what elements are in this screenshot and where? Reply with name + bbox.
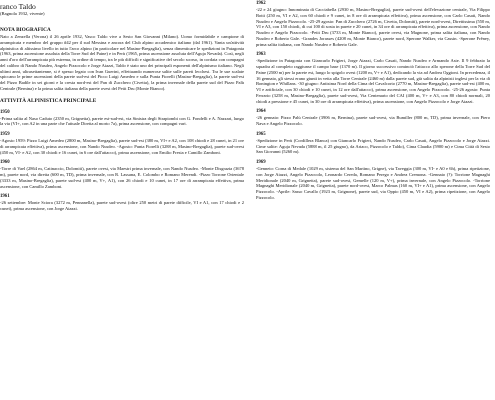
year-heading: 1950 [0,109,10,115]
person-name-title: ranco Taldo [0,2,36,11]
year-entry: -Genneio: Corna di Medale (1029 m, sistema del San Martino, Grigne), via Taveggia (300 m, VI- e A0 e 6h), prima ripetizione, con Jorge Aiazzi, Angelo Pizzocolo, Leonardo Cereda, Romano Perego e Andrea Cremona. -Gennaio (?): Torrione Magnaghi Meridionale (2040 m, Grignetta), parete sud-ovest, Gemelle (120 m, V+), prima invernale, con Angelo Pizzocolo. -Torrione Magnaghi Meridionale (2040 m, Grignetta), parete nord-ovest, Marco Palmas (160 m, VI+ e A1), prima ascensione, con Angelo Pizzocolo. -Aprile: Sasso Cavallo (1923 m, Grignone), parete sud, via Oppio (450 m, VI e A2), prima ripetizione, con Angelo Pizzocolo. [256,166,490,200]
activity-heading: ATTIVITÀ ALPINISTICA PRINCIPALE [0,97,97,104]
left-year-block [0,159,244,189]
year-heading: 1969 [256,160,266,165]
year-heading: 1962 [256,1,266,6]
right-year-block [256,51,490,104]
left-year-block [0,193,244,212]
year-entry: -Spedizione in Perù (Cordillera Blanca) con Giancarlo Frigieri, Nando Nusdeo, Carlo Casati, Angelo Pizzocolo e Jorge Aiazzi. Cime salite: Aguja Nevada (5888 m, il 25 giugno), da Ariaco, Pizzocolo e Taldo), Cima Claudia (5900 m) e Cima Città di Sesto San Giovanni (5260 m). [256,137,490,155]
year-entry: -22 e 24 giugno: Innominata di Cacciabella (2930 m, Masino-Bregaglia), parete sud-ovest dell'elevazione centrale, Via Filippo Botti (250 m, VI e A2, con 60 chiodi e 9 cunei, in 8 ore di arrampicata effettiva), prima ascensione, con Carlo Casati, Nando Nusdeo e Angelo Pizzocolo. -25-29 agosto: Pan di Zucchero (2726 m, Civetta, Dolomiti), parete nord-ovest, Direttissima (550 m, VI e A3, con 150 chiodi, di cui 100 di sosta in parete e 20 cunei, in 34 ore di arrampicata effettiva), prima ascensione, con Nando Nusdeo e Angelo Pizzocolo. -Petit Dru (3733 m, Monte Bianco), parete ovest, via Magnone, prima salita italiana, con Nando Nusdeo e Roberto Gale. -Grandes Jorasses (4208 m, Monte Bianco), parete nord, Sperone Walker, via Cassin. -Sperone Frêney, prima salita italiana, con Nando Nusdeo e Roberto Gale. [256,7,490,47]
year-entry: -Prima salita al Naso Caduto (2350 m, Grignetta), parete est-sud-est, via Sinistra degli Strapiombi con G. Fondelli e A. Nazzari, lungo la via (VI+, con A2 in una parte che l'attuale Diretta al morto 7a), prima ascensione, con compagni vari. [0,115,244,127]
year-entry: -Torre di Vael (2864 m, Catinaccio, Dolomiti), parete ovest, via Maestri prima invernale, con Nando Nusdeo. -Monte Disgrazia (3678 m), parete nord, via diretta (600 m, TD), prima invernale, con R. Lassana, E. Colombo e Romano Merendi. -Pizzo Torrone Orientale (3333 m, Masino-Bregaglia), parete sud-est (400 m, V+, A1), con 26 chiodi e 10 cunei, in 17 ore di arrampicata effettiva, prima ascensione, con Camillo Zamboni. [0,166,244,189]
year-heading: 1963 [256,52,266,58]
year-heading: 1965 [256,131,266,137]
bio-paragraph: Nato a Zenzella (Verona) il 26 aprile 1932, Vasco Taldo vive a Sesto San Giovanni (Milano). Uomo formidabile e campione di arrampicata e membro del gruppo #42 per il sud Messina e ancora del Club alpino accademico italiano (dal 1961). Vanta un'attività alpinistica di altissimo livello in tutto l'arco alpino (in particolare nel Masino-Bregaglia), senza dimenticare le spedizioni in Patagonia (1963, prima ascensione assoluta della Torre Sud del Paine) e in Perù (1965, prima ascensione assoluta dell'Aguja Nevada). Così, negli anni d'oro dell'arrampicata più estrema, in ordine di tempo, tra le più difficili e significative del secolo scorso, in cordata con compagni del calibro di Nando Nusdeo, Angelo Pizzocolo e Jorge Aiazzi, Taldo è stato uno dei principali esponenti dell'alpinismo italiano. Negli ultimi anni, ultrasettantenne, si è spesso legato con Ivan Guerini, effettuando numerose salite sulle pareti lecchesi. Tra le sue scalate spiccano le prime ascensioni della parete sud-est del Picco Luigi Amedeo e sulla Punta Fiorelli (Masino-Bregaglia), la parete sud-est del Pizzo Badile in sei giorni e la cresta nord-est del Pan di Zucchero (Civetta), la prima invernale della parete sud del Pizzo Palù Centrale (Bernina) e la prima salita italiana della parete ovest del Petit Dru (Monte Bianco). [0,34,244,91]
left-year-block [0,109,244,128]
right-column [256,0,490,201]
year-entry: -26 gennaio: Pizzo Palù Centrale (3906 m, Bernina), parete sud-ovest, via Bumiller (800 m, TD), prima invernale, con Piero Nava e Angelo Pizzocolo. [256,115,490,126]
year-heading: 1964 [256,109,266,115]
year-entry: -Spedizione in Patagonia con Giancarlo Frigieri, Jorge Aiazzi, Carlo Casati, Nando Nusdeo e Armando Aste. Il 9 febbraio la squadra al completo raggiunse il campo base (1370 m). Il giorno successivo cominciò l'attacco allo sperone della Torre Sud del Paine (2500 m) per la parete est, lungo lo spigolo ovest (1200 m, V+ e A1), dedicando la via ad Andrea Oggioni. In precedenza, il 16 gennaio, gli stessi erano giunti in vetta alla Torre Centrale (2460 m) dalla parete sud, già salita da alpinisti inglesi per la via di Bonington e Whillans. -30 giugno: Antisima Nord della Cima del Cavalcorto (2770 m, Masino-Bregaglia), parete sud-est (400 m, VI e artificiale, con 30 chiodi e 10 cunei, in 12 ore dall'attacco), prima ascensione, con Angelo Pizzocolo. -25-26 agosto: Punta Ferrario (3258 m, Masino-Bregaglia), parete sud-ovest, Via Centenario del CAI (400 m, V+ e A3, con 80 chiodi normali, 20 chiodi a pressione e 45 cunei, in 30 ore di arrampicata effettiva), prima ascensione, con Angelo Pizzocolo e Jorge Aiazzi. [256,58,490,104]
year-heading: 1960 [0,160,10,166]
year-heading: 1961 [0,194,10,200]
year-entry: -Agosto 1959: Pizzo Luigi Amedeo (2800 m, Masino-Bregaglia), parete sud-est (380 m, VI+ e A2, con 108 chiodi e 28 cunei, in 21 ore di arrampicata effettiva), prima ascensione, con Nando Nusdeo. -Agosto: Punta Fiorelli (3288 m, Masino-Bregaglia), parete sud-ovest (450 m, VI- e A2, con 30 chiodi e 16 cunei, in 6 ore dall'attacco), prima ascensione, con Emilio Fresia e Camillo Zamboni. [0,138,244,155]
bio-heading: NOTA BIOGRAFICA [0,27,51,33]
year-entry: -26 settembre: Monte Sciora (3272 m, Pennanella), parete sud-ovest (oltre 250 metri di parete difficile, VI e A1, con 17 chiodi e 2 cunei), prima ascensione, con Jorge Aiazzi. [0,200,244,211]
right-year-block [256,159,490,201]
right-year-block [256,131,490,155]
year-heading: 1959 [0,132,10,137]
right-year-block [256,0,490,47]
right-year-block [256,108,490,127]
left-column [0,0,244,212]
left-year-block [0,131,244,155]
person-lifespan-subtitle: (Bagnola 1932, vivente) [0,11,45,16]
